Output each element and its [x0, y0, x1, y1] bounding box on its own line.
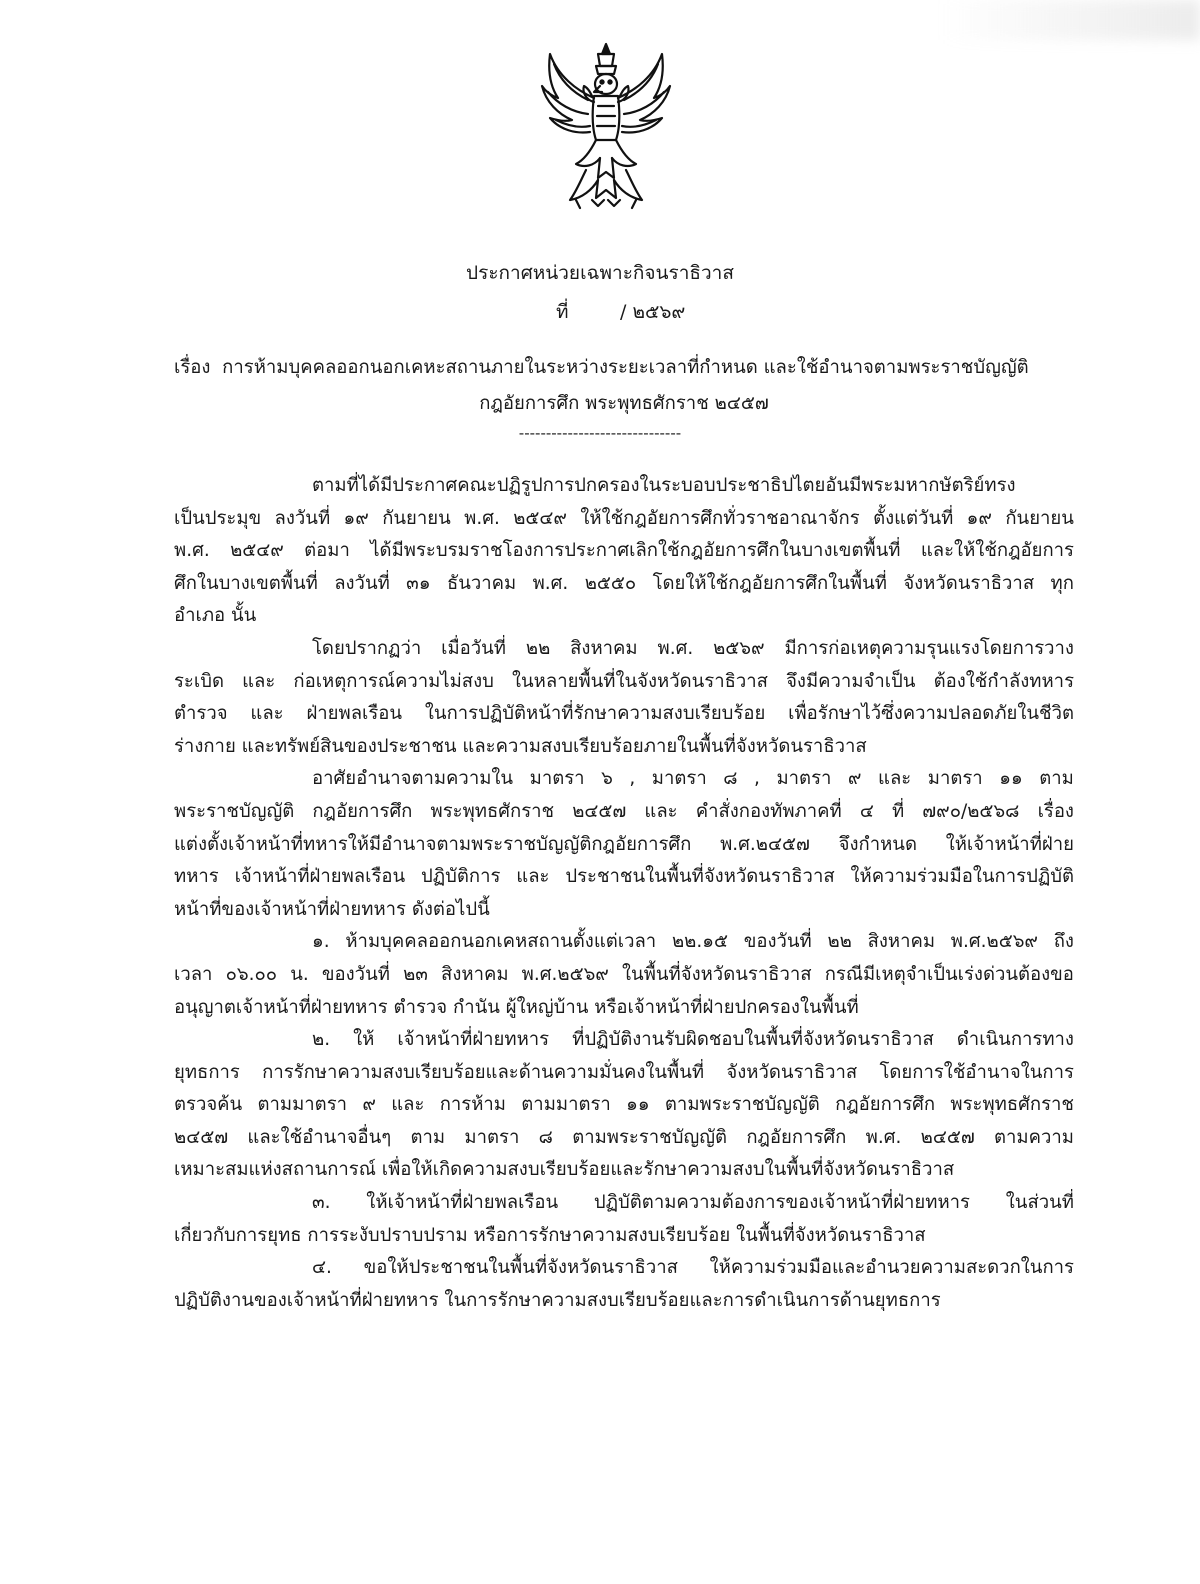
subject-text-2: กฎอัยการศึก พระพุทธศักราช ๒๔๕๗ — [479, 393, 769, 414]
ref-number: / ๒๕๖๙ — [620, 301, 686, 323]
subject-label: เรื่อง — [174, 357, 211, 378]
paragraph-line: ๑. ห้ามบุคคลออกนอกเคหสถานตั้งแต่เวลา ๒๒.๑๕ ของวันที่ ๒๒ สิงหาคม พ.ศ.๒๕๖๙ ถึง — [312, 931, 1074, 953]
paragraph-line: หน้าที่ของเจ้าหน้าที่ฝ่ายทหาร ดังต่อไปนี้ — [174, 898, 490, 920]
paragraph-line: โดยปรากฏว่า เมื่อวันที่ ๒๒ สิงหาคม พ.ศ. ๒๕๖๙ มีการก่อเหตุความรุนแรงโดยการวาง — [312, 637, 1074, 659]
paragraph-line: อาศัยอำนาจตามความใน มาตรา ๖ , มาตรา ๘ , มาตรา ๙ และ มาตรา ๑๑ ตาม — [312, 768, 1074, 790]
paragraph — [174, 470, 1074, 633]
garuda-emblem-icon — [536, 40, 676, 212]
paragraph-line: ยุทธการ การรักษาความสงบเรียบร้อยและด้านความมั่นคงในพื้นที่ จังหวัดนราธิวาส โดยการใช้อำนาจในการ — [174, 1061, 1074, 1083]
paragraph-line: ๔. ขอให้ประชาชนในพื้นที่จังหวัดนราธิวาส ให้ความร่วมมือและอำนวยความสะดวกในการ — [312, 1257, 1074, 1279]
paragraph-line: ศึกในบางเขตพื้นที่ ลงวันที่ ๓๑ ธันวาคม พ.ศ. ๒๕๕๐ โดยให้ใช้กฎอัยการศึกในพื้นที่ จังหวัดนราธิวาส ทุก — [174, 572, 1074, 594]
paragraph-line: ตามที่ได้มีประกาศคณะปฏิรูปการปกครองในระบอบประชาธิปไตยอันมีพระมหากษัตริย์ทรง — [312, 475, 1016, 496]
subject-text-1: การห้ามบุคคลออกนอกเคหะสถานภายในระหว่างระยะเวลาที่กำหนด และใช้อำนาจตามพระราชบัญญัติ — [222, 357, 1029, 378]
paragraph-line: ๒. ให้ เจ้าหน้าที่ฝ่ายทหาร ที่ปฏิบัติงานรับผิดชอบในพื้นที่จังหวัดนราธิวาส ดำเนินการทาง — [312, 1029, 1074, 1051]
paragraph-line: ๒๔๕๗ และใช้อำนาจอื่นๆ ตาม มาตรา ๘ ตามพระราชบัญญัติ กฎอัยการศึก พ.ศ. ๒๔๕๗ ตามความ — [174, 1126, 1074, 1148]
paragraph-line: ระเบิด และ ก่อเหตุการณ์ความไม่สงบ ในหลายพื้นที่ในจังหวัดนราธิวาส จึงมีความจำเป็น ต้องใช้กำลังทหาร — [174, 670, 1074, 692]
ref-label: ที่ — [556, 301, 569, 323]
paragraph-line: อนุญาตเจ้าหน้าที่ฝ่ายทหาร ตำรวจ กำนัน ผู้ใหญ่บ้าน หรือเจ้าหน้าที่ฝ่ายปกครองในพื้นที่ — [174, 996, 859, 1018]
paragraph-line: เหมาะสมแห่งสถานการณ์ เพื่อให้เกิดความสงบเรียบร้อยและรักษาความสงบในพื้นที่จังหวัดนราธิวาส — [174, 1159, 955, 1181]
paragraph — [174, 1024, 1074, 1187]
paragraph-line: พ.ศ. ๒๕๔๙ ต่อมา ได้มีพระบรมราชโองการประกาศเลิกใช้กฎอัยการศึกในบางเขตพื้นที่ และให้ใช้กฎอัยการ — [174, 540, 1074, 562]
paragraph-line: พระราชบัญญัติ กฎอัยการศึก พระพุทธศักราช ๒๔๕๗ และ คำสั่งกองทัพภาคที่ ๔ ที่ ๗๙๐/๒๕๖๘ เรื่อง — [174, 800, 1074, 822]
paragraph-line: อำเภอ นั้น — [174, 605, 257, 627]
paragraph — [174, 1187, 1074, 1252]
paragraph-line: แต่งตั้งเจ้าหน้าที่ทหารให้มีอำนาจตามพระราชบัญญัติกฎอัยการศึก พ.ศ.๒๔๕๗ จึงกำหนด ให้เจ้าหน้าที่ฝ่าย — [174, 833, 1074, 855]
paragraph-line: เป็นประมุข ลงวันที่ ๑๙ กันยายน พ.ศ. ๒๕๔๙ ให้ใช้กฎอัยการศึกทั่วราชอาณาจักร ตั้งแต่วันที่ ๑๙ กันยายน — [174, 507, 1074, 529]
paragraph — [174, 763, 1074, 926]
paragraph — [174, 1252, 1074, 1317]
announcement-body — [174, 470, 1074, 1317]
paragraph — [174, 926, 1074, 1024]
paragraph-line: ปฏิบัติงานของเจ้าหน้าที่ฝ่ายทหาร ในการรักษาความสงบเรียบร้อยและการดำเนินการด้านยุทธการ — [174, 1289, 941, 1311]
subject-row-1 — [174, 350, 1074, 386]
paragraph-line: เวลา ๐๖.๐๐ น. ของวันที่ ๒๓ สิงหาคม พ.ศ.๒๕๖๙ ในพื้นที่จังหวัดนราธิวาส กรณีมีเหตุจำเป็นเร่งด่วนต้องขอ — [174, 963, 1074, 985]
scan-shadow — [940, 0, 1200, 40]
paragraph-line: ๓. ให้เจ้าหน้าที่ฝ่ายพลเรือน ปฏิบัติตามความต้องการของเจ้าหน้าที่ฝ่ายทหาร ในส่วนที่ — [312, 1192, 1074, 1214]
paragraph-line: ตำรวจ และ ฝ่ายพลเรือน ในการปฏิบัติหน้าที่รักษาความสงบเรียบร้อย เพื่อรักษาไว้ซึ่งความปลอดภัยในชีวิต — [174, 703, 1074, 725]
paragraph — [174, 633, 1074, 763]
paragraph-line: ตรวจค้น ตามมาตรา ๙ และ การห้าม ตามมาตรา ๑๑ ตามพระราชบัญญัติ กฎอัยการศึก พระพุทธศักราช — [174, 1094, 1074, 1116]
announcement-title: ประกาศหน่วยเฉพาะกิจนราธิวาส — [466, 262, 734, 284]
divider-line: ------------------------------ — [518, 424, 682, 442]
paragraph-line: ร่างกาย และทรัพย์สินของประชาชน และความสงบเรียบร้อยภายในพื้นที่จังหวัดนราธิวาส — [174, 735, 867, 757]
paragraph-line: เกี่ยวกับการยุทธ การระงับปราบปราม หรือการรักษาความสงบเรียบร้อย ในพื้นที่จังหวัดนราธิวาส — [174, 1224, 926, 1246]
subject-block — [174, 350, 1074, 422]
paragraph-line: ทหาร เจ้าหน้าที่ฝ่ายพลเรือน ปฏิบัติการ และ ประชาชนในพื้นที่จังหวัดนราธิวาส ให้ความร่วมมือในการปฏิบัติ — [174, 866, 1074, 888]
